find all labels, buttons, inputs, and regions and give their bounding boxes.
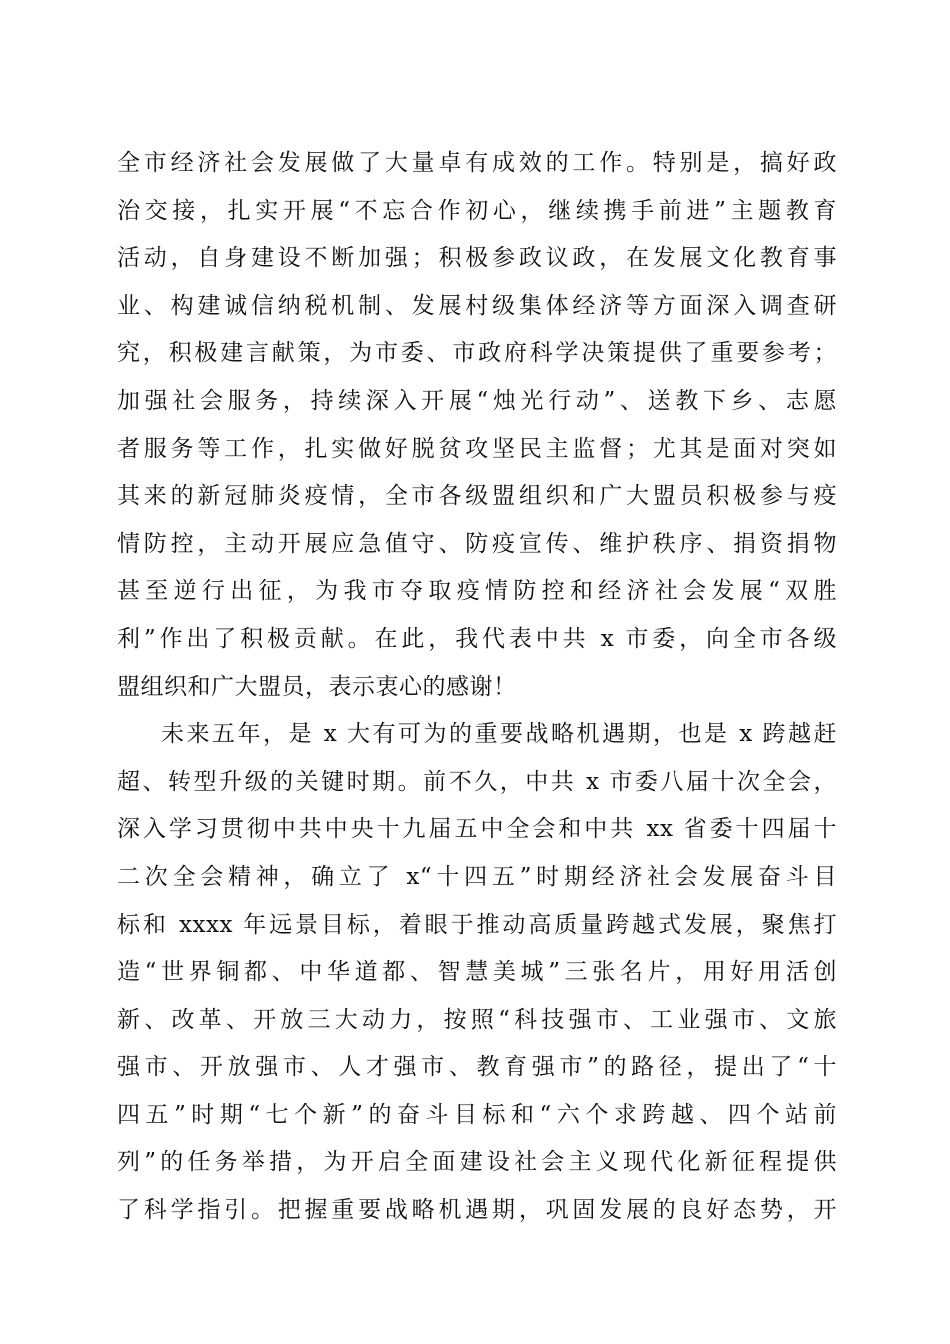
paragraph-2: [117, 711, 837, 1235]
text-line: 超、转型升级的关键时期。前不久，中共 x 市委八届十次全会，: [117, 768, 837, 795]
text-line: 未来五年，是 x 大有可为的重要战略机遇期，也是 x 跨越赶: [161, 721, 837, 748]
text-line: 了科学指引。把握重要战略机遇期，巩固发展的良好态势，开: [117, 1197, 837, 1224]
text-line: 新、改革、开放三大动力，按照“科技强市、工业强市、文旅: [117, 1006, 837, 1033]
text-line: 业、构建诚信纳税机制、发展村级集体经济等方面深入调查研: [117, 292, 837, 319]
text-line: 治交接，扎实开展“不忘合作初心，继续携手前进”主题教育: [117, 197, 837, 224]
text-line: 其来的新冠肺炎疫情，全市各级盟组织和广大盟员积极参与疫: [117, 483, 837, 510]
document-body: [117, 140, 837, 1235]
text-line: 造“世界铜都、中华道都、智慧美城”三张名片，用好用活创: [117, 959, 837, 986]
text-line: 甚至逆行出征，为我市夺取疫情防控和经济社会发展“双胜: [117, 578, 837, 605]
text-line: 情防控，主动开展应急值守、防疫宣传、维护秩序、捐资捐物: [117, 530, 837, 557]
text-line: 四五”时期“七个新”的奋斗目标和“六个求跨越、四个站前: [117, 1101, 837, 1128]
text-line: 盟组织和广大盟员，表示衷心的感谢！: [117, 673, 517, 700]
text-line: 深入学习贯彻中共中央十九届五中全会和中共 xx 省委十四届十: [117, 816, 837, 843]
text-line: 标和 xxxx 年远景目标，着眼于推动高质量跨越式发展，聚焦打: [117, 911, 837, 938]
text-line: 强市、开放强市、人才强市、教育强市”的路径，提出了“十: [117, 1054, 837, 1081]
text-line: 者服务等工作，扎实做好脱贫攻坚民主监督；尤其是面对突如: [117, 435, 837, 462]
text-line: 二次全会精神，确立了 x“十四五”时期经济社会发展奋斗目: [117, 863, 837, 890]
text-line: 利”作出了积极贡献。在此，我代表中共 x 市委，向全市各级: [117, 625, 837, 652]
text-line: 加强社会服务，持续深入开展“烛光行动”、送教下乡、志愿: [117, 387, 837, 414]
text-line: 活动，自身建设不断加强；积极参政议政，在发展文化教育事: [117, 245, 837, 272]
text-line: 全市经济社会发展做了大量卓有成效的工作。特别是，搞好政: [117, 150, 837, 176]
text-line: 究，积极建言献策，为市委、市政府科学决策提供了重要参考；: [117, 340, 837, 367]
text-line: 列”的任务举措，为开启全面建设社会主义现代化新征程提供: [117, 1149, 837, 1176]
paragraph-1: [117, 140, 837, 711]
